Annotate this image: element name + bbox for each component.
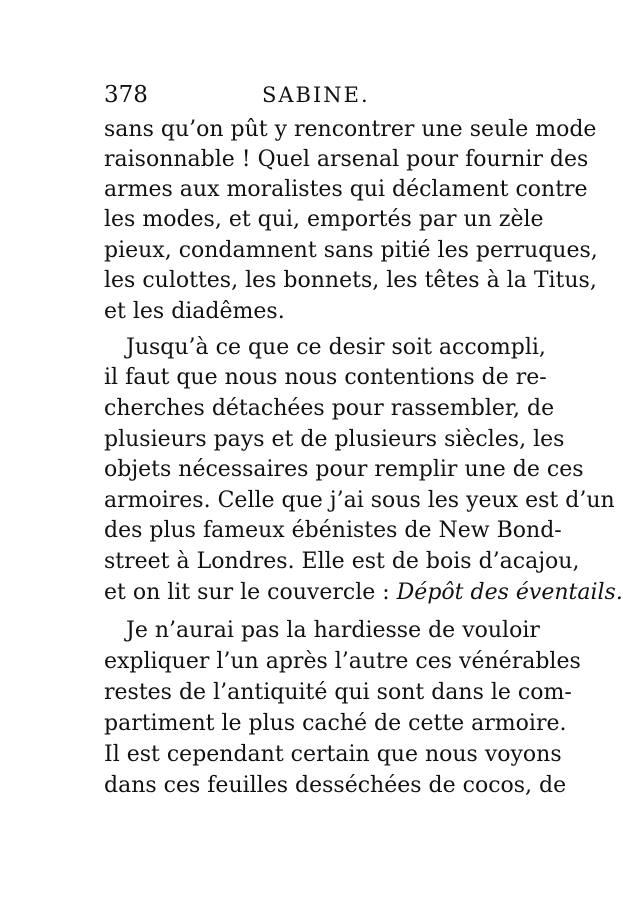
text-line xyxy=(104,578,623,608)
running-title: SABINE. xyxy=(262,83,370,107)
text-line: plusieurs pays et de plusieurs siècles, les xyxy=(104,427,565,452)
text-line: des plus fameux ébénistes de New Bond- xyxy=(104,518,562,543)
text-line: et les diadêmes. xyxy=(104,299,285,324)
text-line: armoires. Celle que j’ai sous les yeux est d’un xyxy=(104,488,615,513)
text-line: cherches détachées pour rassembler, de xyxy=(104,396,555,421)
text-line: restes de l’antiquité qui sont dans le com- xyxy=(104,680,572,705)
text-line: sans qu’on pût y rencontrer une seule mode xyxy=(104,117,597,142)
text-segment: et on lit sur le couvercle : xyxy=(104,580,397,605)
text-line: dans ces feuilles desséchées de cocos, de xyxy=(104,773,567,798)
text-line: pieux, condamnent sans pitié les perruques, xyxy=(104,238,598,263)
text-line: expliquer l’un après l’autre ces vénérables xyxy=(104,649,581,674)
text-line: Jusqu’à ce que ce desir soit accompli, xyxy=(126,335,546,360)
text-line: les modes, et qui, emportés par un zèle xyxy=(104,207,544,232)
text-line: Il est cependant certain que nous voyons xyxy=(104,742,562,767)
page-number: 378 xyxy=(104,82,148,108)
text-line: armes aux moralistes qui déclament contre xyxy=(104,177,588,202)
text-line: il faut que nous nous contentions de re- xyxy=(104,365,547,390)
text-line: partiment le plus caché de cette armoire. xyxy=(104,711,567,736)
text-line: raisonnable ! Quel arsenal pour fournir des xyxy=(104,147,589,172)
text-line: objets nécessaires pour remplir une de ces xyxy=(104,457,584,482)
text-line: street à Londres. Elle est de bois d’acajou, xyxy=(104,549,580,574)
text-line: Je n’aurai pas la hardiesse de vouloir xyxy=(126,618,540,643)
text-line: les culottes, les bonnets, les têtes à la Titus, xyxy=(104,268,597,293)
italic-title: Dépôt des éventails. xyxy=(396,580,623,605)
